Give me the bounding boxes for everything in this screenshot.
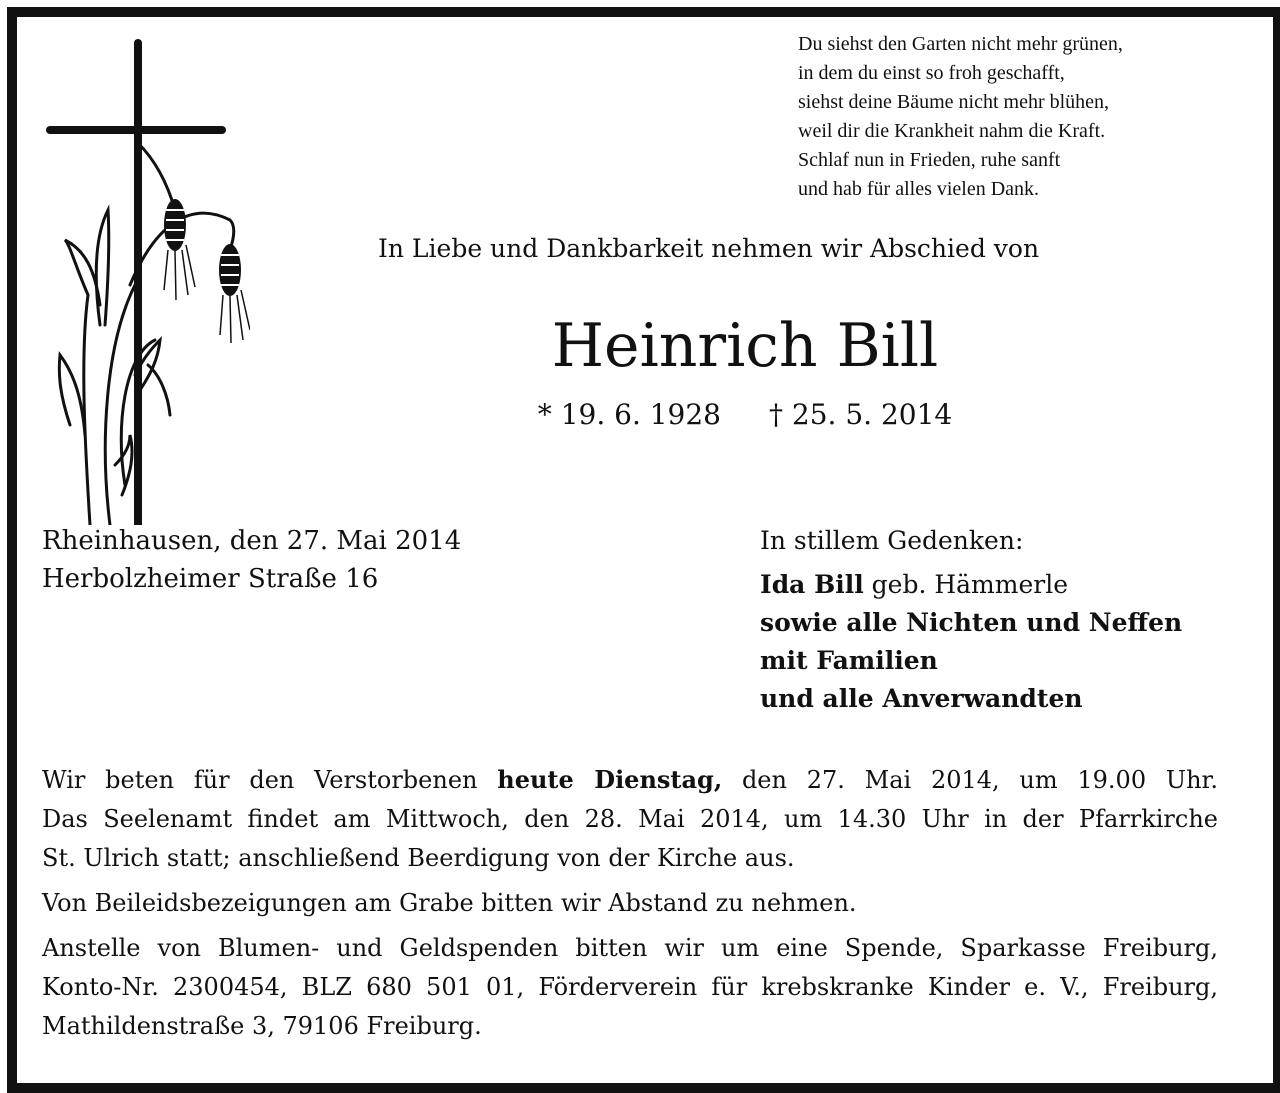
farewell-intro: In Liebe und Dankbarkeit nehmen wir Abschied von [378,234,1040,263]
widow-maiden-name: geb. Hämmerle [863,570,1068,599]
mourners-heading: In stillem Gedenken: [760,526,1024,555]
mourner-line: und alle Anverwandten [760,684,1083,713]
place-date: Rheinhausen, den 27. Mai 2014 [42,526,462,556]
mourner-line: sowie alle Nichten und Neffen [760,608,1183,637]
service-line [42,760,1218,800]
service-line: Das Seelenamt findet am Mittwoch, den 28. Mai 2014, um 14.30 Uhr in der Pfarrkirche [42,805,1218,833]
donation-line: Mathildenstraße 3, 79106 Freiburg. [42,1012,482,1040]
donation-line: Konto-Nr. 2300454, BLZ 680 501 01, Förderverein für krebskranke Kinder e. V., Freiburg, [42,973,1218,1001]
mourner-widow [760,566,1230,604]
service-text: Wir beten für den Verstorbenen [42,766,498,794]
condolence-paragraph [42,884,1218,923]
cross-with-wheat-icon [30,25,250,525]
mourner-line: mit Familien [760,646,938,675]
deceased-name: Heinrich Bill [551,311,939,381]
death-date: † 25. 5. 2014 [769,398,953,431]
condolence-line: Von Beileidsbezeigungen am Grabe bitten wir Abstand zu nehmen. [42,889,857,917]
address: Herbolzheimer Straße 16 [42,564,379,594]
widow-name: Ida Bill [760,570,864,599]
service-line: St. Ulrich statt; anschließend Beerdigung von der Kirche aus. [42,844,795,872]
place-and-address [42,522,461,598]
poem-line: weil dir die Krankheit nahm die Kraft. [798,120,1106,142]
notice-body [42,760,1218,1052]
birth-date: * 19. 6. 1928 [537,398,721,431]
service-text: den 27. Mai 2014, um 19.00 Uhr. [722,766,1218,794]
poem-line: siehst deine Bäume nicht mehr blühen, [798,91,1110,113]
donation-line: Anstelle von Blumen- und Geldspenden bitten wir um eine Spende, Sparkasse Freiburg, [42,934,1218,962]
poem-line: Du siehst den Garten nicht mehr grünen, [798,33,1123,55]
service-paragraph [42,760,1218,878]
poem [798,30,1238,204]
poem-line: Schlaf nun in Frieden, ruhe sanft [798,149,1061,171]
donation-paragraph [42,929,1218,1046]
service-day: heute Dienstag, [497,765,723,794]
poem-line: in dem du einst so froh geschafft, [798,62,1065,84]
life-dates [520,398,970,431]
mourners-block [760,522,1230,718]
poem-line: und hab für alles vielen Dank. [798,178,1040,200]
